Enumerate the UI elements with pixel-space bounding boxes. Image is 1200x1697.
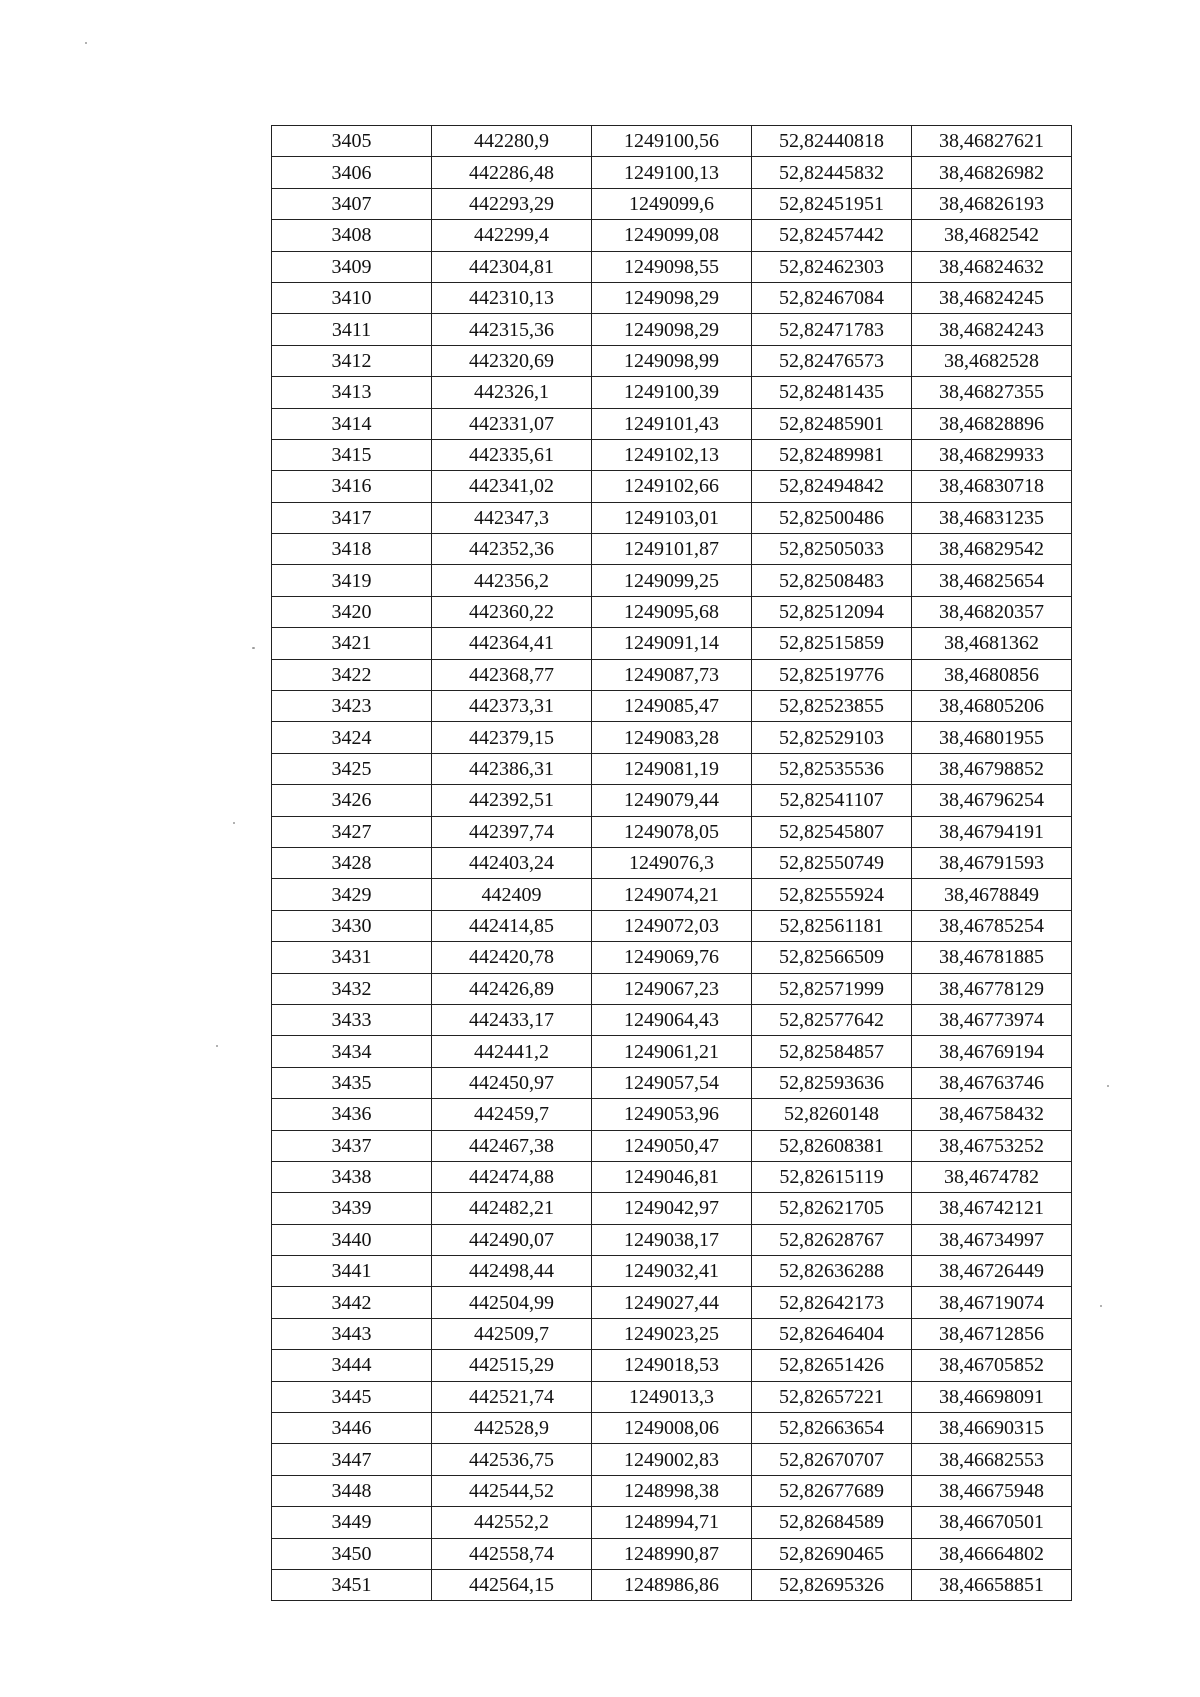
table-row [272,1036,1072,1067]
scan-speck [1100,1305,1102,1307]
table-row [272,157,1072,188]
table-cell-y: 1249098,55 [592,251,752,282]
table-cell-lon: 38,46827355 [912,377,1072,408]
table-cell-x: 442504,99 [432,1287,592,1318]
table-cell-lat: 52,82512094 [752,596,912,627]
table-cell-lon: 38,4682528 [912,345,1072,376]
table-cell-point: 3435 [272,1067,432,1098]
table-cell-lat: 52,82566509 [752,942,912,973]
table-cell-lon: 38,4682542 [912,220,1072,251]
table-cell-lon: 38,46682553 [912,1444,1072,1475]
table-cell-x: 442490,07 [432,1224,592,1255]
table-cell-point: 3413 [272,377,432,408]
table-cell-x: 442293,29 [432,188,592,219]
scan-speck [252,647,255,649]
table-cell-point: 3407 [272,188,432,219]
table-cell-y: 1249013,3 [592,1381,752,1412]
table-cell-point: 3416 [272,471,432,502]
coordinates-table-body [272,126,1072,1601]
table-row [272,1413,1072,1444]
table-cell-x: 442326,1 [432,377,592,408]
table-cell-point: 3421 [272,628,432,659]
table-cell-lon: 38,46670501 [912,1507,1072,1538]
table-row [272,345,1072,376]
table-row [272,1475,1072,1506]
table-cell-lat: 52,82500486 [752,502,912,533]
table-cell-y: 1249098,29 [592,314,752,345]
table-cell-x: 442280,9 [432,126,592,157]
table-cell-x: 442509,7 [432,1318,592,1349]
table-cell-point: 3451 [272,1569,432,1600]
table-cell-y: 1249076,3 [592,847,752,878]
table-cell-x: 442474,88 [432,1161,592,1192]
table-cell-point: 3408 [272,220,432,251]
table-cell-point: 3443 [272,1318,432,1349]
table-row [272,502,1072,533]
table-cell-lat: 52,82690465 [752,1538,912,1569]
table-cell-y: 1249098,99 [592,345,752,376]
table-cell-lat: 52,82670707 [752,1444,912,1475]
table-cell-lat: 52,82642173 [752,1287,912,1318]
table-row [272,1099,1072,1130]
table-cell-lon: 38,46794191 [912,816,1072,847]
table-cell-lon: 38,46827621 [912,126,1072,157]
table-cell-y: 1249023,25 [592,1318,752,1349]
table-cell-x: 442356,2 [432,565,592,596]
table-row [272,282,1072,313]
table-cell-lon: 38,46798852 [912,753,1072,784]
table-row [272,1350,1072,1381]
table-cell-point: 3424 [272,722,432,753]
table-row [272,1444,1072,1475]
table-cell-y: 1249087,73 [592,659,752,690]
table-cell-y: 1249083,28 [592,722,752,753]
table-cell-point: 3427 [272,816,432,847]
table-cell-x: 442386,31 [432,753,592,784]
table-cell-y: 1249099,25 [592,565,752,596]
table-cell-point: 3433 [272,1004,432,1035]
table-cell-x: 442521,74 [432,1381,592,1412]
table-cell-x: 442414,85 [432,910,592,941]
table-cell-lon: 38,46658851 [912,1569,1072,1600]
table-cell-lat: 52,82529103 [752,722,912,753]
table-cell-lat: 52,82561181 [752,910,912,941]
table-cell-lat: 52,82445832 [752,157,912,188]
table-cell-x: 442409 [432,879,592,910]
table-cell-x: 442403,24 [432,847,592,878]
table-cell-y: 1249069,76 [592,942,752,973]
table-row [272,1067,1072,1098]
table-cell-lat: 52,82636288 [752,1256,912,1287]
table-cell-lon: 38,46712856 [912,1318,1072,1349]
table-row [272,1256,1072,1287]
table-cell-x: 442315,36 [432,314,592,345]
table-cell-y: 1248994,71 [592,1507,752,1538]
table-cell-point: 3450 [272,1538,432,1569]
table-cell-lon: 38,46769194 [912,1036,1072,1067]
table-cell-y: 1249099,08 [592,220,752,251]
table-row [272,188,1072,219]
table-cell-point: 3429 [272,879,432,910]
table-cell-lat: 52,82535536 [752,753,912,784]
table-cell-point: 3431 [272,942,432,973]
table-cell-lon: 38,46826982 [912,157,1072,188]
table-cell-lat: 52,82571999 [752,973,912,1004]
table-cell-lat: 52,82471783 [752,314,912,345]
table-row [272,596,1072,627]
table-cell-y: 1249085,47 [592,691,752,722]
table-cell-lon: 38,46829542 [912,534,1072,565]
table-cell-lat: 52,82451951 [752,188,912,219]
table-cell-x: 442320,69 [432,345,592,376]
table-cell-lon: 38,4681362 [912,628,1072,659]
table-cell-lat: 52,82494842 [752,471,912,502]
scan-speck [85,42,87,44]
table-row [272,1318,1072,1349]
table-cell-lon: 38,46805206 [912,691,1072,722]
table-cell-lon: 38,46824632 [912,251,1072,282]
table-cell-y: 1249002,83 [592,1444,752,1475]
table-cell-lat: 52,82476573 [752,345,912,376]
table-cell-y: 1249078,05 [592,816,752,847]
table-row [272,1004,1072,1035]
table-row [272,659,1072,690]
table-cell-y: 1249061,21 [592,1036,752,1067]
table-cell-point: 3409 [272,251,432,282]
table-cell-lat: 52,82515859 [752,628,912,659]
table-cell-lon: 38,46830718 [912,471,1072,502]
table-cell-x: 442347,3 [432,502,592,533]
table-cell-y: 1248986,86 [592,1569,752,1600]
table-cell-point: 3438 [272,1161,432,1192]
table-cell-y: 1249101,43 [592,408,752,439]
table-cell-point: 3415 [272,439,432,470]
table-row [272,1381,1072,1412]
table-cell-lon: 38,46753252 [912,1130,1072,1161]
table-cell-x: 442360,22 [432,596,592,627]
table-cell-y: 1249050,47 [592,1130,752,1161]
table-cell-point: 3420 [272,596,432,627]
table-cell-point: 3442 [272,1287,432,1318]
table-cell-lat: 52,82519776 [752,659,912,690]
table-cell-x: 442392,51 [432,785,592,816]
table-cell-lon: 38,46690315 [912,1413,1072,1444]
table-cell-x: 442373,31 [432,691,592,722]
table-cell-lat: 52,82462303 [752,251,912,282]
table-cell-y: 1249103,01 [592,502,752,533]
table-row [272,753,1072,784]
table-cell-y: 1249079,44 [592,785,752,816]
table-cell-x: 442299,4 [432,220,592,251]
table-cell-lat: 52,82577642 [752,1004,912,1035]
table-cell-y: 1249032,41 [592,1256,752,1287]
table-cell-lat: 52,82481435 [752,377,912,408]
table-cell-lat: 52,82555924 [752,879,912,910]
table-cell-lon: 38,4678849 [912,879,1072,910]
table-cell-x: 442536,75 [432,1444,592,1475]
table-cell-y: 1249101,87 [592,534,752,565]
table-row [272,439,1072,470]
table-cell-lat: 52,82695326 [752,1569,912,1600]
table-cell-y: 1249102,66 [592,471,752,502]
table-cell-y: 1249018,53 [592,1350,752,1381]
table-cell-x: 442482,21 [432,1193,592,1224]
table-cell-point: 3449 [272,1507,432,1538]
table-cell-point: 3447 [272,1444,432,1475]
table-cell-lat: 52,82440818 [752,126,912,157]
table-cell-y: 1249074,21 [592,879,752,910]
table-cell-point: 3411 [272,314,432,345]
table-cell-y: 1249095,68 [592,596,752,627]
table-cell-point: 3448 [272,1475,432,1506]
table-cell-lat: 52,82467084 [752,282,912,313]
table-cell-lon: 38,46826193 [912,188,1072,219]
table-cell-y: 1249100,13 [592,157,752,188]
table-cell-x: 442368,77 [432,659,592,690]
table-cell-lat: 52,82621705 [752,1193,912,1224]
table-cell-lon: 38,4674782 [912,1161,1072,1192]
table-cell-point: 3419 [272,565,432,596]
table-row [272,847,1072,878]
table-cell-lon: 38,46742121 [912,1193,1072,1224]
table-row [272,1507,1072,1538]
table-cell-lon: 38,46719074 [912,1287,1072,1318]
table-cell-point: 3406 [272,157,432,188]
table-cell-y: 1249100,56 [592,126,752,157]
table-row [272,722,1072,753]
table-cell-y: 1249053,96 [592,1099,752,1130]
table-cell-x: 442335,61 [432,439,592,470]
table-cell-point: 3422 [272,659,432,690]
table-cell-lon: 38,46820357 [912,596,1072,627]
table-row [272,1287,1072,1318]
table-cell-x: 442459,7 [432,1099,592,1130]
table-cell-lat: 52,82651426 [752,1350,912,1381]
table-cell-x: 442528,9 [432,1413,592,1444]
table-cell-lat: 52,82663654 [752,1413,912,1444]
table-cell-lat: 52,8260148 [752,1099,912,1130]
scan-speck [1107,1085,1109,1087]
table-cell-point: 3405 [272,126,432,157]
table-cell-y: 1249072,03 [592,910,752,941]
table-row [272,251,1072,282]
table-cell-lon: 38,46778129 [912,973,1072,1004]
table-cell-point: 3437 [272,1130,432,1161]
table-cell-lat: 52,82489981 [752,439,912,470]
table-cell-lon: 38,46828896 [912,408,1072,439]
table-cell-lon: 38,46785254 [912,910,1072,941]
table-row [272,691,1072,722]
table-cell-x: 442341,02 [432,471,592,502]
table-cell-y: 1249081,19 [592,753,752,784]
table-cell-point: 3428 [272,847,432,878]
table-cell-lon: 38,46801955 [912,722,1072,753]
table-cell-point: 3434 [272,1036,432,1067]
table-cell-point: 3425 [272,753,432,784]
table-cell-point: 3444 [272,1350,432,1381]
table-cell-y: 1249091,14 [592,628,752,659]
table-row [272,1130,1072,1161]
table-cell-point: 3414 [272,408,432,439]
table-cell-lat: 52,82584857 [752,1036,912,1067]
table-cell-x: 442552,2 [432,1507,592,1538]
table-cell-lat: 52,82508483 [752,565,912,596]
table-cell-lon: 38,46825654 [912,565,1072,596]
table-cell-lon: 38,46763746 [912,1067,1072,1098]
table-row [272,785,1072,816]
table-cell-lon: 38,46796254 [912,785,1072,816]
table-row [272,220,1072,251]
table-cell-lat: 52,82550749 [752,847,912,878]
table-cell-lat: 52,82505033 [752,534,912,565]
table-cell-x: 442310,13 [432,282,592,313]
table-cell-point: 3446 [272,1413,432,1444]
table-cell-lat: 52,82545807 [752,816,912,847]
table-cell-y: 1249057,54 [592,1067,752,1098]
table-cell-lat: 52,82615119 [752,1161,912,1192]
table-cell-point: 3441 [272,1256,432,1287]
table-cell-x: 442498,44 [432,1256,592,1287]
table-row [272,879,1072,910]
table-cell-x: 442352,36 [432,534,592,565]
table-cell-lat: 52,82593636 [752,1067,912,1098]
table-cell-lon: 38,46726449 [912,1256,1072,1287]
table-cell-lat: 52,82628767 [752,1224,912,1255]
table-cell-x: 442331,07 [432,408,592,439]
table-cell-lat: 52,82457442 [752,220,912,251]
table-cell-point: 3430 [272,910,432,941]
table-cell-y: 1249046,81 [592,1161,752,1192]
table-cell-lon: 38,46824245 [912,282,1072,313]
table-cell-point: 3410 [272,282,432,313]
table-cell-y: 1249067,23 [592,973,752,1004]
table-row [272,471,1072,502]
table-cell-x: 442379,15 [432,722,592,753]
table-row [272,1161,1072,1192]
table-cell-point: 3440 [272,1224,432,1255]
table-cell-x: 442441,2 [432,1036,592,1067]
table-cell-x: 442420,78 [432,942,592,973]
table-cell-point: 3423 [272,691,432,722]
table-cell-lat: 52,82677689 [752,1475,912,1506]
table-cell-point: 3418 [272,534,432,565]
table-cell-x: 442364,41 [432,628,592,659]
table-cell-y: 1249098,29 [592,282,752,313]
table-cell-y: 1249100,39 [592,377,752,408]
table-row [272,565,1072,596]
table-cell-lon: 38,46773974 [912,1004,1072,1035]
table-cell-lon: 38,46705852 [912,1350,1072,1381]
table-cell-x: 442467,38 [432,1130,592,1161]
table-cell-point: 3445 [272,1381,432,1412]
table-row [272,628,1072,659]
table-row [272,973,1072,1004]
table-row [272,1569,1072,1600]
table-row [272,942,1072,973]
table-cell-lon: 38,46781885 [912,942,1072,973]
table-row [272,1538,1072,1569]
table-cell-lon: 38,46791593 [912,847,1072,878]
table-cell-lon: 38,46758432 [912,1099,1072,1130]
table-cell-lat: 52,82657221 [752,1381,912,1412]
table-cell-lat: 52,82684589 [752,1507,912,1538]
table-cell-x: 442397,74 [432,816,592,847]
table-cell-lat: 52,82523855 [752,691,912,722]
table-cell-lat: 52,82608381 [752,1130,912,1161]
table-cell-lat: 52,82541107 [752,785,912,816]
table-cell-point: 3412 [272,345,432,376]
table-cell-y: 1249099,6 [592,188,752,219]
table-cell-point: 3432 [272,973,432,1004]
table-cell-y: 1249027,44 [592,1287,752,1318]
table-row [272,1224,1072,1255]
table-cell-x: 442426,89 [432,973,592,1004]
table-row [272,816,1072,847]
table-row [272,910,1072,941]
table-cell-lon: 38,46824243 [912,314,1072,345]
table-cell-lon: 38,46675948 [912,1475,1072,1506]
table-cell-point: 3426 [272,785,432,816]
table-cell-point: 3417 [272,502,432,533]
table-row [272,377,1072,408]
table-cell-x: 442515,29 [432,1350,592,1381]
table-cell-y: 1248998,38 [592,1475,752,1506]
coordinates-table [271,125,1072,1601]
table-cell-lon: 38,46831235 [912,502,1072,533]
table-cell-y: 1249042,97 [592,1193,752,1224]
table-cell-lat: 52,82485901 [752,408,912,439]
table-cell-y: 1249008,06 [592,1413,752,1444]
table-cell-lon: 38,46734997 [912,1224,1072,1255]
table-cell-point: 3436 [272,1099,432,1130]
table-row [272,534,1072,565]
table-cell-y: 1248990,87 [592,1538,752,1569]
table-cell-x: 442286,48 [432,157,592,188]
table-row [272,1193,1072,1224]
table-cell-x: 442433,17 [432,1004,592,1035]
table-row [272,408,1072,439]
table-cell-lon: 38,46664802 [912,1538,1072,1569]
scan-speck [216,1045,218,1047]
table-cell-x: 442450,97 [432,1067,592,1098]
table-cell-x: 442544,52 [432,1475,592,1506]
table-cell-x: 442564,15 [432,1569,592,1600]
table-cell-lat: 52,82646404 [752,1318,912,1349]
table-cell-y: 1249102,13 [592,439,752,470]
table-cell-y: 1249038,17 [592,1224,752,1255]
table-cell-lon: 38,46698091 [912,1381,1072,1412]
table-cell-x: 442558,74 [432,1538,592,1569]
table-cell-y: 1249064,43 [592,1004,752,1035]
scan-speck [233,822,235,824]
table-row [272,314,1072,345]
table-row [272,126,1072,157]
table-cell-point: 3439 [272,1193,432,1224]
table-cell-x: 442304,81 [432,251,592,282]
table-cell-lon: 38,46829933 [912,439,1072,470]
table-cell-lon: 38,4680856 [912,659,1072,690]
